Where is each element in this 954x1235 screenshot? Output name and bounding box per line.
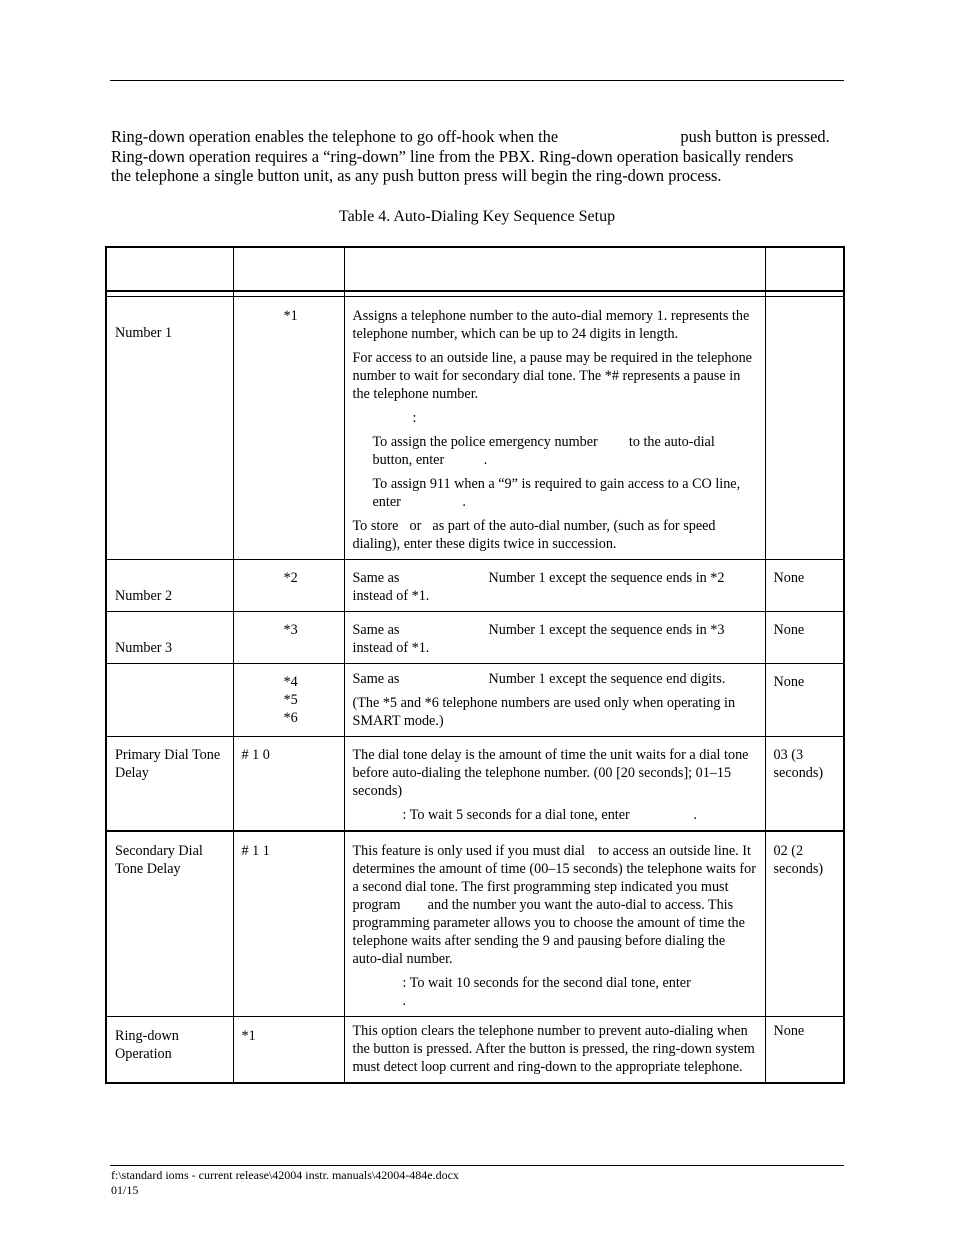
key-sequence: *3 <box>233 612 344 664</box>
header-rule <box>110 80 844 81</box>
intro-paragraph <box>111 127 846 186</box>
row-label: Number 3 <box>106 612 233 664</box>
default-value <box>765 297 844 560</box>
intro-line2: Ring-down operation requires a “ring-down” line from the PBX. Ring-down operation basically renders <box>111 146 794 166</box>
header-cell <box>765 247 844 291</box>
revision-date: 01/15 <box>111 1183 139 1197</box>
table-row <box>106 560 844 612</box>
row-label: Number 2 <box>106 560 233 612</box>
footer-rule <box>110 1165 844 1166</box>
file-path: f:\standard ioms - current release\42004 instr. manuals\42004-484e.docx <box>111 1168 459 1182</box>
table-row <box>106 664 844 737</box>
table-row <box>106 737 844 832</box>
header-cell <box>344 247 765 291</box>
description: The dial tone delay is the amount of time the unit waits for a dial tone before auto-dialing the telephone number. (00 [20 seconds]; 01–15 seconds) : To wait 5 seconds for a dial tone, enter . <box>344 737 765 832</box>
key-sequence-table <box>105 246 845 1084</box>
default-value: 02 (2 seconds) <box>765 831 844 1017</box>
key-sequence: # 1 1 <box>233 831 344 1017</box>
row-label: Primary Dial Tone Delay <box>106 737 233 832</box>
description-para: For access to an outside line, a pause may be required in the telephone number to wait for secondary dial tone. The *# represents a pause in the telephone number. <box>352 350 752 402</box>
intro-line1a: Ring-down operation enables the telephone to go off-hook when the <box>111 127 559 146</box>
description: This option clears the telephone number to prevent auto-dialing when the button is pressed. After the button is pressed, the ring-down system must detect loop current and ring-down to the appropriate telephone. <box>344 1017 765 1084</box>
table-row <box>106 612 844 664</box>
table-row <box>106 1017 844 1084</box>
header-cell <box>106 247 233 291</box>
footer <box>111 1168 459 1198</box>
row-label: Secondary Dial Tone Delay <box>106 831 233 1017</box>
key-sequence: *2 <box>233 560 344 612</box>
table-header-row <box>106 247 844 291</box>
description: This feature is only used if you must dial to access an outside line. It determines the amount of time (00–15 seconds) the telephone waits for a second dial tone. The first programming step indicated you must program and the number you want the auto-dial to access. This programming parameter allows you to choose the amount of time the telephone waits after sending the 9 and pausing before dialing the auto-dial number. : To wait 10 seconds for the second dial tone, enter . <box>344 831 765 1017</box>
intro-line1b: push button is pressed. <box>680 127 830 146</box>
table-row <box>106 297 844 560</box>
default-value: 03 (3 seconds) <box>765 737 844 832</box>
example-label: : <box>412 410 417 426</box>
table-row <box>106 831 844 1017</box>
description-para: Assigns a telephone number to the auto-dial memory 1. represents the telephone number, which can be up to 24 digits in length. <box>352 308 750 342</box>
header-cell <box>233 247 344 291</box>
description <box>344 297 765 560</box>
table-caption: Table 4. Auto-Dialing Key Sequence Setup <box>338 208 616 225</box>
row-label: Number 1 <box>106 297 233 560</box>
example-item: To assign 911 when a “9” is required to gain access to a CO line, enter . <box>372 476 741 510</box>
default-value: None <box>765 1017 844 1084</box>
description: Same as Number 1 except the sequence end digits. (The *5 and *6 telephone numbers are used only when operating in SMART mode.) <box>344 664 765 737</box>
description-para: To store or as part of the auto-dial number, (such as for speed dialing), enter these digits twice in succession. <box>352 518 716 552</box>
description: Same as Number 1 except the sequence ends in *3 instead of *1. <box>344 612 765 664</box>
example-item: To assign the police emergency number to the auto-dial button, enter . <box>372 434 715 468</box>
intro-line3: the telephone a single button unit, as any push button press will begin the ring-down process. <box>111 166 722 185</box>
description: Same as Number 1 except the sequence ends in *2 instead of *1. <box>344 560 765 612</box>
key-sequence: # 1 0 <box>233 737 344 832</box>
key-sequence: *1 <box>233 297 344 560</box>
default-value: None <box>765 560 844 612</box>
row-label: Ring-down Operation <box>106 1017 233 1084</box>
key-sequence: *1 <box>233 1017 344 1084</box>
row-label <box>106 664 233 737</box>
key-sequence: *4 *5 *6 <box>233 664 344 737</box>
default-value: None <box>765 612 844 664</box>
default-value: None <box>765 664 844 737</box>
